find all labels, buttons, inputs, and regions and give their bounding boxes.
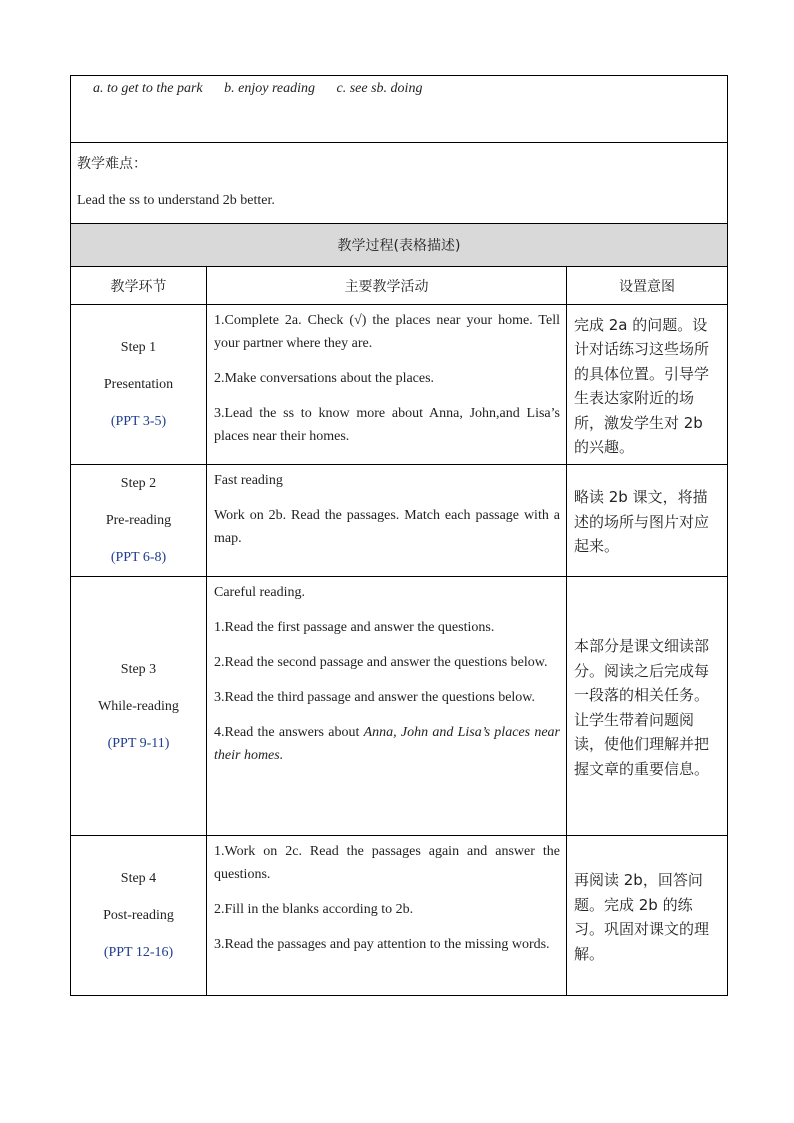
- activity-item: Work on 2b. Read the passages. Match each passage with a map.: [214, 508, 560, 546]
- lesson-plan-table: [70, 75, 728, 996]
- step-cell-4: [71, 836, 207, 996]
- activity-item: 3.Read the passages and pay attention to the missing words.: [214, 937, 550, 952]
- activity-cell-4: [207, 836, 567, 996]
- step-ppt: (PPT 3-5): [110, 414, 167, 429]
- purpose-cell-3: [567, 577, 728, 836]
- key-point-c: c. see sb. doing: [336, 81, 423, 96]
- purpose-cell-1: [567, 305, 728, 465]
- activity-item: 1.Read the first passage and answer the questions.: [214, 620, 495, 635]
- purpose-text: 本部分是课文细读部分。阅读之后完成每一段落的相关任务。让学生带着问题阅读，使他们理解并把握文章的重要信息。: [574, 637, 710, 778]
- header-step: 教学环节: [71, 267, 207, 305]
- activity-4-prefix: 4.Read the answers about: [214, 725, 364, 740]
- activity-item: 3.Read the third passage and answer the questions below.: [214, 690, 536, 705]
- difficulty-cell: [71, 143, 728, 224]
- step-ppt: (PPT 9-11): [107, 735, 170, 751]
- purpose-text: 略读 2b 课文，将描述的场所与图片对应起来。: [574, 488, 710, 556]
- activity-item: Careful reading.: [214, 585, 305, 600]
- step-label: Step 3: [120, 661, 157, 677]
- key-point-b: b. enjoy reading: [224, 81, 316, 96]
- key-points-line: [71, 76, 727, 97]
- purpose-text: 完成 2a 的问题。设计对话练习这些场所的具体位置。引导学生表达家附近的场所，激发学生对 2b 的兴趣。: [574, 315, 710, 456]
- step-row-1: [71, 305, 728, 465]
- activity-item: 1.Work on 2c. Read the passages again and answer the questions.: [214, 844, 560, 882]
- step-stage: Presentation: [103, 377, 174, 392]
- purpose-cell-4: [567, 836, 728, 996]
- activity-4-italic: Anna, John and Lisa’s places near their homes.: [214, 725, 560, 763]
- purpose-cell-2: [567, 465, 728, 577]
- step-cell-3: [71, 577, 207, 836]
- header-row: [71, 267, 728, 305]
- activity-item: 1.Complete 2a. Check (√) the places near your home. Tell your partner where they are.: [214, 313, 560, 351]
- key-points-cell: [71, 76, 728, 143]
- activity-item: [214, 721, 560, 767]
- activity-cell-2: [207, 465, 567, 577]
- step-label: Step 4: [120, 871, 157, 886]
- activity-item: 2.Fill in the blanks according to 2b.: [214, 902, 414, 917]
- header-purpose: 设置意图: [567, 267, 728, 305]
- step-row-3: [71, 577, 728, 836]
- step-label: Step 1: [120, 340, 157, 355]
- activity-item: Fast reading: [214, 473, 283, 488]
- process-title: 教学过程(表格描述): [71, 224, 728, 267]
- header-activity: 主要教学活动: [207, 267, 567, 305]
- activity-cell-1: [207, 305, 567, 465]
- step-cell-2: [71, 465, 207, 577]
- step-row-2: [71, 465, 728, 577]
- step-stage: Post-reading: [103, 908, 174, 923]
- purpose-text: 再阅读 2b，回答问题。完成 2b 的练习。巩固对课文的理解。: [574, 871, 710, 963]
- difficulty-title: 教学难点：: [77, 156, 147, 172]
- key-points-row: [71, 76, 728, 143]
- activity-item: 2.Read the second passage and answer the questions below.: [214, 655, 548, 670]
- step-label: Step 2: [120, 476, 157, 491]
- activity-cell-3: [207, 577, 567, 836]
- activity-item: 2.Make conversations about the places.: [214, 371, 435, 386]
- key-point-a: a. to get to the park: [93, 81, 203, 96]
- step-row-4: [71, 836, 728, 996]
- step-stage: While-reading: [98, 698, 179, 714]
- step-cell-1: [71, 305, 207, 465]
- activity-item: 3.Lead the ss to know more about Anna, John,and Lisa’s places near their homes.: [214, 406, 560, 444]
- process-title-row: [71, 224, 728, 267]
- step-ppt: (PPT 6-8): [110, 550, 167, 565]
- step-ppt: (PPT 12-16): [103, 945, 174, 960]
- difficulty-body: Lead the ss to understand 2b better.: [77, 193, 275, 208]
- difficulty-row: [71, 143, 728, 224]
- step-stage: Pre-reading: [105, 513, 172, 528]
